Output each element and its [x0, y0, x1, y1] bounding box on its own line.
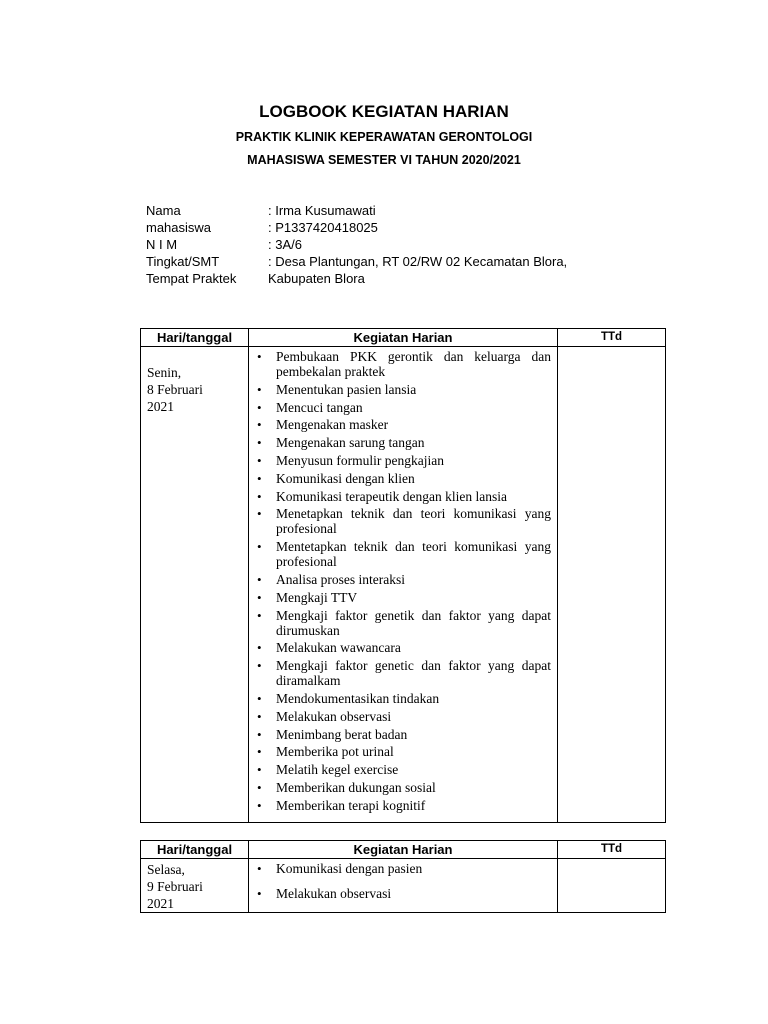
list-item	[257, 349, 551, 379]
bullet-icon: •	[257, 417, 262, 433]
activity-text: Memberikan dukungan sosial	[276, 779, 436, 795]
bullet-icon: •	[257, 797, 262, 813]
activity-cell	[249, 859, 558, 913]
info-value: : 3A/6	[268, 237, 302, 252]
day-name: Senin,	[147, 365, 182, 380]
header-activity: Kegiatan Harian	[249, 841, 558, 859]
day-date: 8 Februari	[147, 382, 203, 397]
table-row	[141, 347, 666, 823]
list-item	[257, 453, 551, 468]
activity-text: Mengenakan masker	[276, 417, 389, 433]
bullet-icon: •	[257, 488, 262, 504]
activity-text: Menetapkan teknik dan teori komunikasi yang profesional	[276, 506, 551, 537]
activity-text: Menimbang berat badan	[276, 726, 408, 742]
document-subtitle-semester: MAHASISWA SEMESTER VI TAHUN 2020/2021	[247, 153, 521, 167]
list-item	[257, 506, 551, 536]
header-day: Hari/tanggal	[141, 841, 249, 859]
list-item	[257, 691, 551, 706]
list-item	[257, 489, 551, 504]
list-item	[257, 798, 551, 813]
bullet-icon: •	[257, 539, 262, 555]
bullet-icon: •	[257, 381, 262, 397]
day-text	[141, 859, 248, 912]
activity-text: Mendokumentasikan tindakan	[276, 690, 440, 706]
day-cell	[141, 859, 249, 913]
day-year: 2021	[147, 399, 174, 414]
info-label: Tempat Praktek	[146, 271, 237, 286]
signature-cell	[558, 859, 666, 913]
header-activity: Kegiatan Harian	[249, 329, 558, 347]
activity-text: Mentetapkan teknik dan teori komunikasi yang profesional	[276, 539, 551, 570]
list-item	[257, 744, 551, 759]
activity-text: Mengkaji faktor genetik dan faktor yang dapat dirumuskan	[276, 607, 551, 638]
bullet-icon: •	[257, 399, 262, 415]
list-item	[257, 658, 551, 688]
bullet-icon: •	[257, 658, 262, 674]
activity-table-tuesday	[140, 840, 666, 913]
activity-text: Analisa proses interaksi	[276, 571, 405, 587]
activity-list	[249, 347, 557, 822]
info-value: : Irma Kusumawati	[268, 203, 376, 218]
list-item	[257, 572, 551, 587]
activity-text: Melakukan observasi	[276, 708, 392, 724]
bullet-icon: •	[257, 452, 262, 468]
day-date: 9 Februari	[147, 879, 203, 894]
list-item	[257, 400, 551, 415]
bullet-icon: •	[257, 349, 262, 364]
list-item	[257, 382, 551, 397]
info-value: : P1337420418025	[268, 220, 378, 235]
activity-text: Menyusun formulir pengkajian	[276, 452, 444, 468]
info-label: mahasiswa	[146, 220, 212, 235]
bullet-icon: •	[257, 607, 262, 623]
list-item	[257, 709, 551, 724]
table-header-row	[141, 329, 666, 347]
document-subtitle-program: PRAKTIK KLINIK KEPERAWATAN GERONTOLOGI	[235, 130, 533, 144]
bullet-icon: •	[257, 726, 262, 742]
list-item	[257, 417, 551, 432]
list-item	[257, 727, 551, 742]
signature-cell	[558, 347, 666, 823]
activity-table-monday	[140, 328, 666, 823]
list-item	[257, 762, 551, 777]
list-item	[257, 608, 551, 638]
activity-text: Komunikasi terapeutik dengan klien lansia	[276, 488, 507, 504]
header-sign: TTd	[558, 329, 666, 347]
list-item	[257, 539, 551, 569]
header-sign: TTd	[558, 841, 666, 859]
bullet-icon: •	[257, 708, 262, 724]
activity-text: Pembukaan PKK gerontik dan keluarga dan pembekalan praktek	[276, 349, 551, 379]
info-label: N I M	[146, 237, 178, 252]
activity-text: Mencuci tangan	[276, 399, 363, 415]
bullet-icon: •	[257, 886, 262, 901]
bullet-icon: •	[257, 762, 262, 778]
bullet-icon: •	[257, 744, 262, 760]
activity-text: Melakukan observasi	[276, 886, 392, 901]
bullet-icon: •	[257, 571, 262, 587]
bullet-icon: •	[257, 640, 262, 656]
activity-text: Mengenakan sarung tangan	[276, 435, 425, 451]
list-item	[257, 780, 551, 795]
activity-text: Melatih kegel exercise	[276, 762, 399, 778]
header-day: Hari/tanggal	[141, 329, 249, 347]
bullet-icon: •	[257, 589, 262, 605]
list-item	[257, 640, 551, 655]
activity-text: Mengkaji faktor genetic dan faktor yang dapat diramalkam	[276, 658, 551, 689]
day-text	[141, 347, 248, 415]
activity-text: Komunikasi dengan pasien	[276, 861, 423, 876]
day-cell	[141, 347, 249, 823]
activity-text: Memberika pot urinal	[276, 744, 394, 760]
info-value: : Desa Plantungan, RT 02/RW 02 Kecamatan Blora,	[268, 254, 568, 269]
table-row	[141, 859, 666, 913]
bullet-icon: •	[257, 690, 262, 706]
activity-cell	[249, 347, 558, 823]
bullet-icon: •	[257, 435, 262, 451]
activity-text: Komunikasi dengan klien	[276, 470, 415, 486]
day-name: Selasa,	[147, 862, 185, 877]
document-title: LOGBOOK KEGIATAN HARIAN	[259, 102, 509, 121]
activity-text: Memberikan terapi kognitif	[276, 797, 426, 813]
list-item	[257, 861, 551, 876]
list-item	[257, 886, 551, 901]
bullet-icon: •	[257, 506, 262, 522]
activity-text: Menentukan pasien lansia	[276, 381, 417, 397]
bullet-icon: •	[257, 779, 262, 795]
bullet-icon: •	[257, 470, 262, 486]
activity-list	[249, 859, 557, 910]
table-header-row	[141, 841, 666, 859]
info-label: Tingkat/SMT	[146, 254, 220, 269]
bullet-icon: •	[257, 861, 262, 876]
activity-text: Mengkaji TTV	[276, 589, 358, 605]
info-value: Kabupaten Blora	[268, 271, 365, 286]
day-year: 2021	[147, 896, 174, 911]
activity-text: Melakukan wawancara	[276, 640, 401, 656]
info-label: Nama	[146, 203, 181, 218]
list-item	[257, 590, 551, 605]
list-item	[257, 435, 551, 450]
list-item	[257, 471, 551, 486]
